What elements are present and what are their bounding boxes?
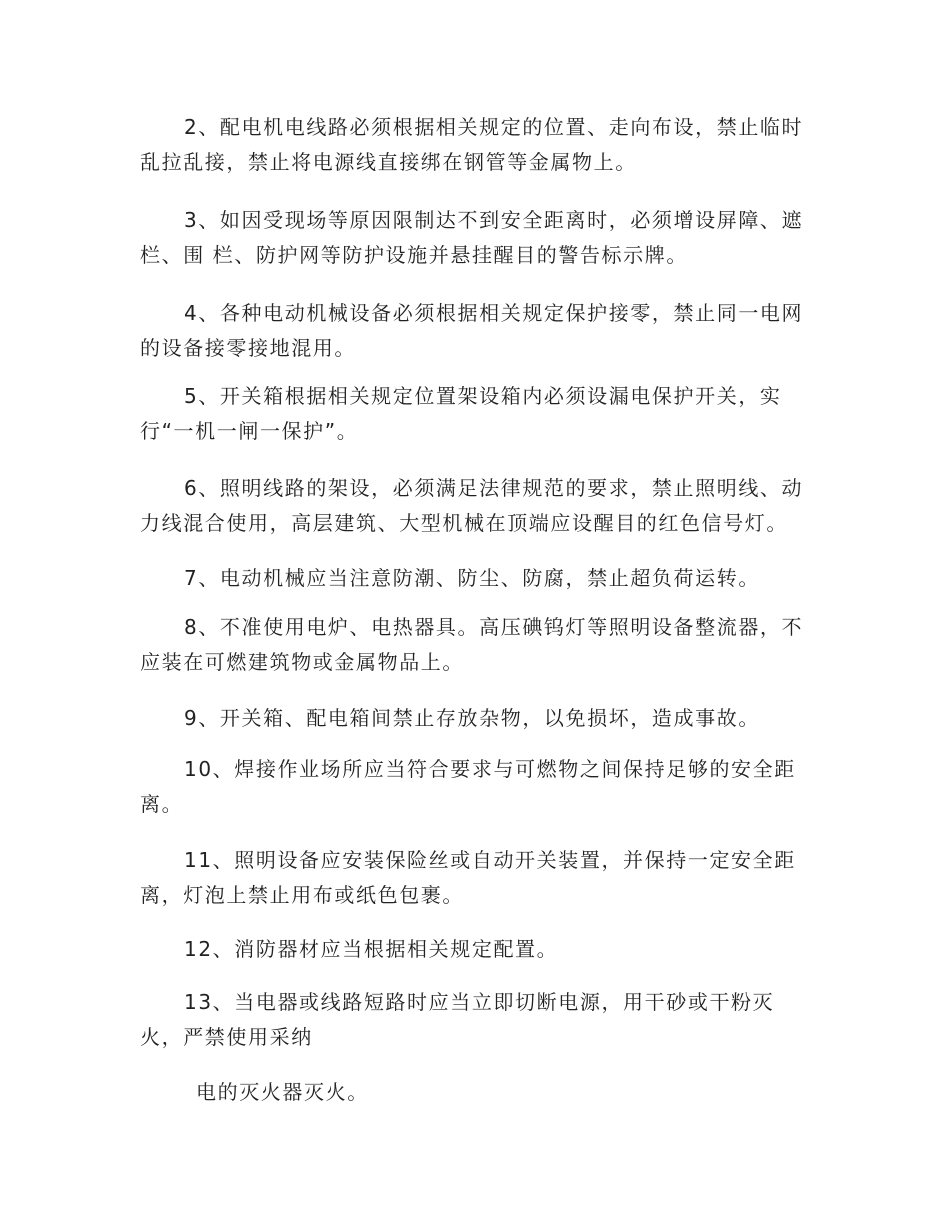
paragraph-item-10 bbox=[140, 752, 810, 822]
paragraph-continuation-line: 栏、围 栏、防护网等防护设施并悬挂醒目的警告标示牌。 bbox=[140, 243, 688, 267]
paragraph-item-5 bbox=[140, 379, 810, 449]
paragraph-first-line: 3、如因受现场等原因限制达不到安全距离时，必须增设屏障、遮 bbox=[184, 208, 804, 232]
paragraph-first-line: 12、消防器材应当根据相关规定配置。 bbox=[184, 937, 559, 961]
paragraph-first-line: 4、各种电动机械设备必须根据相关规定保护接零，禁止同一电网 bbox=[184, 301, 804, 325]
paragraph-continuation-line: 力线混合使用，高层建筑、大型机械在顶端应设醒目的红色信号灯。 bbox=[140, 511, 788, 535]
paragraph-first-line: 9、开关箱、配电箱间禁止存放杂物，以免损坏，造成事故。 bbox=[184, 706, 760, 730]
paragraph-item-3 bbox=[140, 203, 810, 273]
paragraph-continuation-line: 行“一机一闸一保护”。 bbox=[140, 419, 359, 443]
paragraph-item-13 bbox=[140, 985, 810, 1055]
paragraph-continuation-line: 乱拉乱接，禁止将电源线直接绑在钢管等金属物上。 bbox=[140, 150, 637, 174]
paragraph-item-12 bbox=[140, 932, 810, 967]
paragraph-continuation-line: 的设备接零接地混用。 bbox=[140, 336, 356, 360]
paragraph-first-line: 5、开关箱根据相关规定位置架设箱内必须设漏电保护开关，实 bbox=[184, 384, 782, 408]
paragraph-continuation-line: 离，灯泡上禁止用布或纸色包裹。 bbox=[140, 883, 464, 907]
paragraph-first-line: 6、照明线路的架设，必须满足法律规范的要求，禁止照明线、动 bbox=[184, 476, 804, 500]
paragraph-tail-line: 电的灭火器灭火。 bbox=[196, 1080, 369, 1104]
paragraph-item-7 bbox=[140, 561, 810, 596]
paragraph-item-4 bbox=[140, 296, 810, 366]
paragraph-first-line: 2、配电机电线路必须根据相关规定的位置、走向布设，禁止临时 bbox=[184, 115, 804, 139]
paragraph-continuation-line: 火，严禁使用采纳 bbox=[140, 1025, 313, 1049]
paragraph-continuation-line: 应装在可燃建筑物或金属物品上。 bbox=[140, 650, 464, 674]
paragraph-first-line: 10、焊接作业场所应当符合要求与可燃物之间保持足够的安全距 bbox=[184, 757, 796, 781]
paragraph-item-9 bbox=[140, 701, 810, 736]
paragraph-item-2 bbox=[140, 110, 810, 180]
paragraph-first-line: 11、照明设备应安装保险丝或自动开关装置，并保持一定安全距 bbox=[184, 848, 796, 872]
paragraph-continuation-line: 离。 bbox=[140, 792, 184, 816]
paragraph-item-8 bbox=[140, 610, 810, 680]
paragraph-item-6 bbox=[140, 471, 810, 541]
paragraph-item-11 bbox=[140, 843, 810, 913]
paragraph-first-line: 8、不准使用电炉、电热器具。高压碘钨灯等照明设备整流器，不 bbox=[184, 615, 804, 639]
paragraph-first-line: 13、当电器或线路短路时应当立即切断电源，用干砂或干粉灭 bbox=[184, 990, 775, 1014]
paragraph-first-line: 7、电动机械应当注意防潮、防尘、防腐，禁止超负荷运转。 bbox=[184, 566, 760, 590]
